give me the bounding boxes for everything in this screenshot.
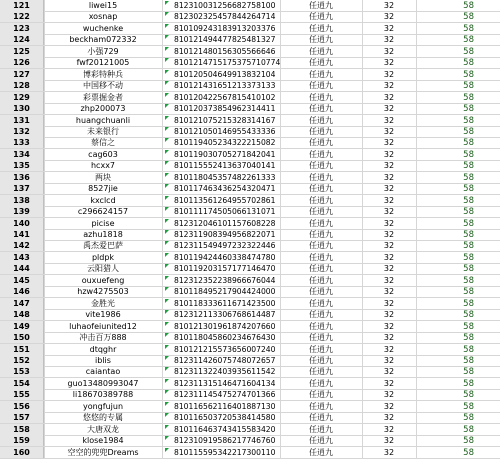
zone-cell[interactable]: 任逍九 bbox=[309, 448, 333, 457]
zone-cell[interactable]: 任逍九 bbox=[309, 196, 333, 205]
zone-cell[interactable]: 任逍九 bbox=[309, 104, 333, 113]
zone-cell[interactable]: 任逍九 bbox=[309, 322, 333, 331]
account-id-cell[interactable]: 810109243183913203376 bbox=[174, 24, 276, 33]
error-indicator-icon bbox=[165, 196, 169, 200]
value-cell[interactable]: 58 bbox=[463, 379, 474, 389]
account-id-cell[interactable]: 812311908394956822071 bbox=[174, 230, 276, 239]
value-cell[interactable]: 58 bbox=[463, 12, 474, 22]
zone-cell[interactable]: 任逍九 bbox=[309, 425, 333, 434]
value-cell[interactable]: 58 bbox=[463, 47, 474, 57]
table-row[interactable] bbox=[0, 447, 500, 459]
error-indicator-icon bbox=[165, 1, 169, 5]
value-cell[interactable]: 58 bbox=[463, 93, 474, 103]
zone-cell[interactable]: 任逍九 bbox=[309, 207, 333, 216]
error-indicator-icon bbox=[165, 127, 169, 131]
row-number-cell[interactable]: 150 bbox=[0, 332, 44, 344]
account-id-cell[interactable]: 812312113306768614487 bbox=[174, 310, 276, 319]
account-id-cell[interactable]: 810115595342217300110 bbox=[174, 448, 276, 457]
value-cell[interactable]: 58 bbox=[463, 299, 474, 309]
level-cell[interactable]: 32 bbox=[383, 196, 395, 205]
zone-cell[interactable]: 任逍九 bbox=[309, 310, 333, 319]
value-cell[interactable]: 58 bbox=[463, 127, 474, 137]
zone-cell[interactable]: 任逍九 bbox=[309, 81, 333, 90]
level-cell[interactable]: 32 bbox=[383, 1, 395, 10]
level-cell[interactable]: 32 bbox=[383, 310, 395, 319]
zone-cell[interactable]: 任逍九 bbox=[309, 93, 333, 102]
value-cell[interactable]: 58 bbox=[463, 58, 474, 68]
level-cell[interactable]: 32 bbox=[383, 322, 395, 331]
value-cell[interactable]: 58 bbox=[463, 436, 474, 446]
level-cell[interactable]: 32 bbox=[383, 116, 395, 125]
error-indicator-icon bbox=[165, 47, 169, 51]
table-row[interactable] bbox=[0, 263, 500, 275]
level-cell[interactable]: 32 bbox=[383, 333, 395, 342]
row-number-cell[interactable]: 137 bbox=[0, 183, 44, 195]
zone-cell[interactable]: 任逍九 bbox=[309, 379, 333, 388]
row-number-cell[interactable]: 151 bbox=[0, 344, 44, 356]
table-row[interactable] bbox=[0, 57, 500, 69]
error-indicator-icon bbox=[165, 104, 169, 108]
zone-cell[interactable]: 任逍九 bbox=[309, 333, 333, 342]
row-number-cell[interactable]: 146 bbox=[0, 286, 44, 298]
table-row[interactable] bbox=[0, 309, 500, 321]
error-indicator-icon bbox=[165, 253, 169, 257]
zone-cell[interactable]: 任逍九 bbox=[309, 253, 333, 262]
username-cell[interactable]: 博彩特种兵 bbox=[83, 70, 123, 79]
row-number-cell[interactable]: 152 bbox=[0, 355, 44, 367]
error-indicator-icon bbox=[165, 230, 169, 234]
level-cell[interactable]: 32 bbox=[383, 70, 395, 79]
account-id-cell[interactable]: 810121050146955433336 bbox=[174, 127, 276, 136]
zone-cell[interactable]: 任逍九 bbox=[309, 12, 333, 21]
row-number-cell[interactable]: 147 bbox=[0, 298, 44, 310]
error-indicator-icon bbox=[165, 219, 169, 223]
zone-cell[interactable]: 任逍九 bbox=[309, 402, 333, 411]
account-id-cell[interactable]: 812311322403935611542 bbox=[174, 367, 276, 376]
value-cell[interactable]: 58 bbox=[463, 230, 474, 240]
row-number-cell[interactable]: 131 bbox=[0, 115, 44, 127]
level-cell[interactable]: 32 bbox=[383, 402, 395, 411]
username-cell[interactable]: c296624157 bbox=[77, 207, 129, 216]
level-cell[interactable]: 32 bbox=[383, 104, 395, 113]
value-cell[interactable]: 58 bbox=[463, 276, 474, 286]
row-number-cell[interactable]: 130 bbox=[0, 103, 44, 115]
row-number-cell[interactable]: 144 bbox=[0, 263, 44, 275]
zone-cell[interactable]: 任逍九 bbox=[309, 35, 333, 44]
level-cell[interactable]: 32 bbox=[383, 230, 395, 239]
error-indicator-icon bbox=[165, 173, 169, 177]
table-row[interactable] bbox=[0, 240, 500, 252]
account-id-cell[interactable]: 810120504649913832104 bbox=[174, 70, 276, 79]
username-cell[interactable]: klose1984 bbox=[82, 436, 124, 445]
account-id-cell[interactable]: 810118045860234676430 bbox=[174, 333, 276, 342]
username-cell[interactable]: wuchenke bbox=[82, 24, 124, 33]
account-id-cell[interactable]: 810120373854962314411 bbox=[174, 104, 276, 113]
error-indicator-icon bbox=[165, 138, 169, 142]
account-id-cell[interactable]: 810118333611671423500 bbox=[174, 299, 276, 308]
username-cell[interactable]: 未来银行 bbox=[87, 127, 119, 136]
row-number-cell[interactable]: 138 bbox=[0, 195, 44, 207]
value-cell[interactable]: 58 bbox=[463, 356, 474, 366]
username-cell[interactable]: 小强729 bbox=[87, 47, 119, 56]
zone-cell[interactable]: 任逍九 bbox=[309, 173, 333, 182]
level-cell[interactable]: 32 bbox=[383, 390, 395, 399]
zone-cell[interactable]: 任逍九 bbox=[309, 184, 333, 193]
zone-cell[interactable]: 任逍九 bbox=[309, 161, 333, 170]
row-number-cell[interactable]: 154 bbox=[0, 378, 44, 390]
account-id-cell[interactable]: 810119424460338474780 bbox=[174, 253, 276, 262]
account-id-cell[interactable]: 810119405234322215082 bbox=[174, 138, 276, 147]
username-cell[interactable]: vite1986 bbox=[85, 310, 121, 319]
username-cell[interactable]: xosnap bbox=[88, 12, 118, 21]
account-id-cell[interactable]: 810121480156305566646 bbox=[174, 47, 276, 56]
error-indicator-icon bbox=[165, 333, 169, 337]
row-number-cell[interactable]: 159 bbox=[0, 435, 44, 447]
level-cell[interactable]: 32 bbox=[383, 219, 395, 228]
table-row[interactable] bbox=[0, 103, 500, 115]
error-indicator-icon bbox=[165, 58, 169, 62]
error-indicator-icon bbox=[165, 150, 169, 154]
account-id-cell[interactable]: 810121215573656007240 bbox=[174, 345, 276, 354]
username-cell[interactable]: zhp200073 bbox=[80, 104, 126, 113]
row-number-cell[interactable]: 145 bbox=[0, 275, 44, 287]
zone-cell[interactable]: 任逍九 bbox=[309, 219, 333, 228]
account-id-cell[interactable]: 810111174505066131071 bbox=[174, 207, 276, 216]
username-cell[interactable]: picise bbox=[91, 219, 115, 228]
level-cell[interactable]: 32 bbox=[383, 425, 395, 434]
zone-cell[interactable]: 任逍九 bbox=[309, 24, 333, 33]
error-indicator-icon bbox=[165, 12, 169, 16]
username-cell[interactable]: dtqghr bbox=[89, 345, 117, 354]
value-cell[interactable]: 58 bbox=[463, 1, 474, 11]
username-cell[interactable]: ouxuefeng bbox=[81, 276, 125, 285]
level-cell[interactable]: 32 bbox=[383, 184, 395, 193]
level-cell[interactable]: 32 bbox=[383, 138, 395, 147]
username-cell[interactable]: fwf20121005 bbox=[76, 58, 130, 67]
username-cell[interactable]: 大唐双龙 bbox=[87, 425, 119, 434]
zone-cell[interactable]: 任逍九 bbox=[309, 413, 333, 422]
level-cell[interactable]: 32 bbox=[383, 264, 395, 273]
row-number-cell[interactable]: 141 bbox=[0, 229, 44, 241]
account-id-cell[interactable]: 810118495217904424000 bbox=[174, 287, 276, 296]
row-number-cell[interactable]: 140 bbox=[0, 218, 44, 230]
row-number-cell[interactable]: 156 bbox=[0, 401, 44, 413]
error-indicator-icon bbox=[165, 161, 169, 165]
table-row[interactable] bbox=[0, 435, 500, 447]
username-cell[interactable]: huangchuanli bbox=[75, 116, 131, 125]
account-id-cell[interactable]: 812311145475274701366 bbox=[174, 390, 276, 399]
value-cell[interactable]: 58 bbox=[463, 35, 474, 45]
value-cell[interactable]: 58 bbox=[463, 70, 474, 80]
table-row[interactable] bbox=[0, 160, 500, 172]
level-cell[interactable]: 32 bbox=[383, 35, 395, 44]
account-id-cell[interactable]: 810116562116401887130 bbox=[174, 402, 276, 411]
username-cell[interactable]: 悠悠的专属 bbox=[83, 413, 123, 422]
error-indicator-icon bbox=[165, 413, 169, 417]
zone-cell[interactable]: 任逍九 bbox=[309, 264, 333, 273]
value-cell[interactable]: 58 bbox=[463, 448, 474, 458]
zone-cell[interactable]: 任逍九 bbox=[309, 367, 333, 376]
username-cell[interactable]: cag603 bbox=[88, 150, 118, 159]
level-cell[interactable]: 32 bbox=[383, 276, 395, 285]
table-row[interactable] bbox=[0, 412, 500, 424]
row-number-cell[interactable]: 132 bbox=[0, 126, 44, 138]
account-id-cell[interactable]: 810121431651213373133 bbox=[174, 81, 276, 90]
row-number-cell[interactable]: 155 bbox=[0, 389, 44, 401]
username-cell[interactable]: beckham072332 bbox=[69, 35, 137, 44]
error-indicator-icon bbox=[165, 345, 169, 349]
account-id-cell[interactable]: 810121075215328314167 bbox=[174, 116, 276, 125]
zone-cell[interactable]: 任逍九 bbox=[309, 287, 333, 296]
account-id-cell[interactable]: 8101214715175375710774 bbox=[174, 58, 280, 67]
zone-cell[interactable]: 任逍九 bbox=[309, 138, 333, 147]
value-cell[interactable]: 58 bbox=[463, 333, 474, 343]
error-indicator-icon bbox=[165, 184, 169, 188]
error-indicator-icon bbox=[165, 390, 169, 394]
value-cell[interactable]: 58 bbox=[463, 367, 474, 377]
account-id-cell[interactable]: 812311315146471604134 bbox=[174, 379, 276, 388]
level-cell[interactable]: 32 bbox=[383, 93, 395, 102]
account-id-cell[interactable]: 810116463743415583420 bbox=[174, 425, 276, 434]
value-cell[interactable]: 58 bbox=[463, 241, 474, 251]
level-cell[interactable]: 32 bbox=[383, 24, 395, 33]
value-cell[interactable]: 58 bbox=[463, 196, 474, 206]
level-cell[interactable]: 32 bbox=[383, 299, 395, 308]
level-cell[interactable]: 32 bbox=[383, 367, 395, 376]
table-row[interactable] bbox=[0, 206, 500, 218]
username-cell[interactable]: li18670389788 bbox=[72, 390, 134, 399]
table-row[interactable] bbox=[0, 183, 500, 195]
level-cell[interactable]: 32 bbox=[383, 12, 395, 21]
username-cell[interactable]: 8527jie bbox=[88, 184, 118, 193]
level-cell[interactable]: 32 bbox=[383, 81, 395, 90]
username-cell[interactable]: guo13480993047 bbox=[67, 379, 139, 388]
error-indicator-icon bbox=[165, 436, 169, 440]
row-number-cell[interactable]: 129 bbox=[0, 92, 44, 104]
error-indicator-icon bbox=[165, 322, 169, 326]
account-id-cell[interactable]: 812302325457844264714 bbox=[174, 12, 276, 21]
username-cell[interactable]: 蔡信之 bbox=[91, 138, 115, 147]
value-cell[interactable]: 58 bbox=[463, 253, 474, 263]
error-indicator-icon bbox=[165, 241, 169, 245]
level-cell[interactable]: 32 bbox=[383, 161, 395, 170]
error-indicator-icon bbox=[165, 448, 169, 452]
username-cell[interactable]: 禹杰爱巴萨 bbox=[83, 241, 123, 250]
account-id-cell[interactable]: 812311549497232322446 bbox=[174, 241, 276, 250]
account-id-cell[interactable]: 810117463436254320471 bbox=[174, 184, 276, 193]
row-number-cell[interactable]: 153 bbox=[0, 366, 44, 378]
level-cell[interactable]: 32 bbox=[383, 379, 395, 388]
error-indicator-icon bbox=[165, 356, 169, 360]
table-row[interactable] bbox=[0, 137, 500, 149]
zone-cell[interactable]: 任逍九 bbox=[309, 47, 333, 56]
account-id-cell[interactable]: 810121494477825481327 bbox=[174, 35, 276, 44]
account-id-cell[interactable]: 810116503720538414580 bbox=[174, 413, 276, 422]
value-cell[interactable]: 58 bbox=[463, 425, 474, 435]
value-cell[interactable]: 58 bbox=[463, 138, 474, 148]
zone-cell[interactable]: 任逍九 bbox=[309, 150, 333, 159]
level-cell[interactable]: 32 bbox=[383, 241, 395, 250]
account-id-cell[interactable]: 812310031256682758100 bbox=[174, 1, 276, 10]
row-number-cell[interactable]: 136 bbox=[0, 172, 44, 184]
username-cell[interactable]: liwei15 bbox=[88, 1, 118, 10]
zone-cell[interactable]: 任逍九 bbox=[309, 356, 333, 365]
table-row[interactable] bbox=[0, 286, 500, 298]
value-cell[interactable]: 58 bbox=[463, 173, 474, 183]
username-cell[interactable]: iblis bbox=[95, 356, 111, 365]
level-cell[interactable]: 32 bbox=[383, 356, 395, 365]
table-row[interactable] bbox=[0, 34, 500, 46]
username-cell[interactable]: 彩票掘金者 bbox=[83, 93, 123, 102]
row-number-cell[interactable]: 158 bbox=[0, 424, 44, 436]
value-cell[interactable]: 58 bbox=[463, 150, 474, 160]
account-id-cell[interactable]: 810115552413637040141 bbox=[174, 161, 276, 170]
username-cell[interactable]: caiantao bbox=[85, 367, 121, 376]
account-id-cell[interactable]: 810121301961874207660 bbox=[174, 322, 276, 331]
username-cell[interactable]: hzw4275503 bbox=[77, 287, 129, 296]
zone-cell[interactable]: 任逍九 bbox=[309, 127, 333, 136]
table-row[interactable] bbox=[0, 80, 500, 92]
error-indicator-icon bbox=[165, 81, 169, 85]
username-cell[interactable]: 空空的兜兜Dreams bbox=[67, 448, 139, 457]
error-indicator-icon bbox=[165, 24, 169, 28]
level-cell[interactable]: 32 bbox=[383, 287, 395, 296]
level-cell[interactable]: 32 bbox=[383, 127, 395, 136]
username-cell[interactable]: hcxx7 bbox=[90, 161, 116, 170]
username-cell[interactable]: luhaofeiunited12 bbox=[69, 322, 137, 331]
error-indicator-icon bbox=[165, 35, 169, 39]
row-number-cell[interactable]: 121 bbox=[0, 0, 44, 12]
zone-cell[interactable]: 任逍九 bbox=[309, 299, 333, 308]
account-id-cell[interactable]: 810119203157177146470 bbox=[174, 264, 276, 273]
username-cell[interactable]: 两块 bbox=[95, 173, 111, 182]
account-id-cell[interactable]: 810119030705271842041 bbox=[174, 150, 276, 159]
level-cell[interactable]: 32 bbox=[383, 58, 395, 67]
level-cell[interactable]: 32 bbox=[383, 448, 395, 457]
username-cell[interactable]: 中国移不动 bbox=[83, 81, 123, 90]
account-id-cell[interactable]: 812311426075748072657 bbox=[174, 356, 276, 365]
value-cell[interactable]: 58 bbox=[463, 219, 474, 229]
level-cell[interactable]: 32 bbox=[383, 150, 395, 159]
value-cell[interactable]: 58 bbox=[463, 413, 474, 423]
error-indicator-icon bbox=[165, 310, 169, 314]
zone-cell[interactable]: 任逍九 bbox=[309, 230, 333, 239]
value-cell[interactable]: 58 bbox=[463, 402, 474, 412]
row-number-cell[interactable]: 126 bbox=[0, 57, 44, 69]
zone-cell[interactable]: 任逍九 bbox=[309, 70, 333, 79]
account-id-cell[interactable]: 812310919586217746760 bbox=[174, 436, 276, 445]
value-cell[interactable]: 58 bbox=[463, 345, 474, 355]
row-number-cell[interactable]: 142 bbox=[0, 240, 44, 252]
account-id-cell[interactable]: 810118045357482261333 bbox=[174, 173, 276, 182]
error-indicator-icon bbox=[165, 367, 169, 371]
error-indicator-icon bbox=[165, 299, 169, 303]
value-cell[interactable]: 58 bbox=[463, 390, 474, 400]
zone-cell[interactable]: 任逍九 bbox=[309, 116, 333, 125]
level-cell[interactable]: 32 bbox=[383, 345, 395, 354]
value-cell[interactable]: 58 bbox=[463, 116, 474, 126]
zone-cell[interactable]: 任逍九 bbox=[309, 436, 333, 445]
error-indicator-icon bbox=[165, 402, 169, 406]
error-indicator-icon bbox=[165, 264, 169, 268]
username-cell[interactable]: yongfujun bbox=[82, 402, 124, 411]
error-indicator-icon bbox=[165, 276, 169, 280]
level-cell[interactable]: 32 bbox=[383, 436, 395, 445]
value-cell[interactable]: 58 bbox=[463, 322, 474, 332]
row-number-cell[interactable]: 139 bbox=[0, 206, 44, 218]
row-number-cell[interactable]: 133 bbox=[0, 137, 44, 149]
error-indicator-icon bbox=[165, 379, 169, 383]
level-cell[interactable]: 32 bbox=[383, 207, 395, 216]
username-cell[interactable]: 云阳猎人 bbox=[87, 264, 119, 273]
row-number-cell[interactable]: 157 bbox=[0, 412, 44, 424]
error-indicator-icon bbox=[165, 116, 169, 120]
row-number-cell[interactable]: 135 bbox=[0, 160, 44, 172]
row-number-cell[interactable]: 143 bbox=[0, 252, 44, 264]
value-cell[interactable]: 58 bbox=[463, 287, 474, 297]
row-number-cell[interactable]: 160 bbox=[0, 447, 44, 459]
value-cell[interactable]: 58 bbox=[463, 161, 474, 171]
username-cell[interactable]: 冲击百万888 bbox=[79, 333, 127, 342]
table-row[interactable] bbox=[0, 332, 500, 344]
value-cell[interactable]: 58 bbox=[463, 310, 474, 320]
username-cell[interactable]: kxclcd bbox=[90, 196, 116, 205]
level-cell[interactable]: 32 bbox=[383, 253, 395, 262]
value-cell[interactable]: 58 bbox=[463, 104, 474, 114]
value-cell[interactable]: 58 bbox=[463, 24, 474, 34]
table-row[interactable] bbox=[0, 11, 500, 23]
account-id-cell[interactable]: 810120422567815410102 bbox=[174, 93, 276, 102]
level-cell[interactable]: 32 bbox=[383, 413, 395, 422]
table-row[interactable] bbox=[0, 366, 500, 378]
row-number-cell[interactable]: 124 bbox=[0, 34, 44, 46]
zone-cell[interactable]: 任逍九 bbox=[309, 1, 333, 10]
username-cell[interactable]: pldpk bbox=[91, 253, 115, 262]
row-number-cell[interactable]: 134 bbox=[0, 149, 44, 161]
username-cell[interactable]: azhu1818 bbox=[83, 230, 123, 239]
table-row[interactable] bbox=[0, 389, 500, 401]
account-id-cell[interactable]: 810113561264955702861 bbox=[174, 196, 276, 205]
row-number-cell[interactable]: 122 bbox=[0, 11, 44, 23]
level-cell[interactable]: 32 bbox=[383, 47, 395, 56]
value-cell[interactable]: 58 bbox=[463, 264, 474, 274]
row-number-cell[interactable]: 125 bbox=[0, 46, 44, 58]
error-indicator-icon bbox=[165, 93, 169, 97]
zone-cell[interactable]: 任逍九 bbox=[309, 58, 333, 67]
value-cell[interactable]: 58 bbox=[463, 207, 474, 217]
row-number-cell[interactable]: 149 bbox=[0, 321, 44, 333]
level-cell[interactable]: 32 bbox=[383, 173, 395, 182]
value-cell[interactable]: 58 bbox=[463, 81, 474, 91]
value-cell[interactable]: 58 bbox=[463, 184, 474, 194]
error-indicator-icon bbox=[165, 70, 169, 74]
username-cell[interactable]: 金胜光 bbox=[91, 299, 115, 308]
row-number-cell[interactable]: 123 bbox=[0, 23, 44, 35]
error-indicator-icon bbox=[165, 207, 169, 211]
zone-cell[interactable]: 任逍九 bbox=[309, 390, 333, 399]
row-number-cell[interactable]: 127 bbox=[0, 69, 44, 81]
error-indicator-icon bbox=[165, 425, 169, 429]
row-number-cell[interactable]: 128 bbox=[0, 80, 44, 92]
zone-cell[interactable]: 任逍九 bbox=[309, 345, 333, 354]
row-number-cell[interactable]: 148 bbox=[0, 309, 44, 321]
zone-cell[interactable]: 任逍九 bbox=[309, 276, 333, 285]
account-id-cell[interactable]: 812312046101157608228 bbox=[174, 219, 276, 228]
zone-cell[interactable]: 任逍九 bbox=[309, 241, 333, 250]
account-id-cell[interactable]: 812312352238966676044 bbox=[174, 276, 276, 285]
error-indicator-icon bbox=[165, 287, 169, 291]
